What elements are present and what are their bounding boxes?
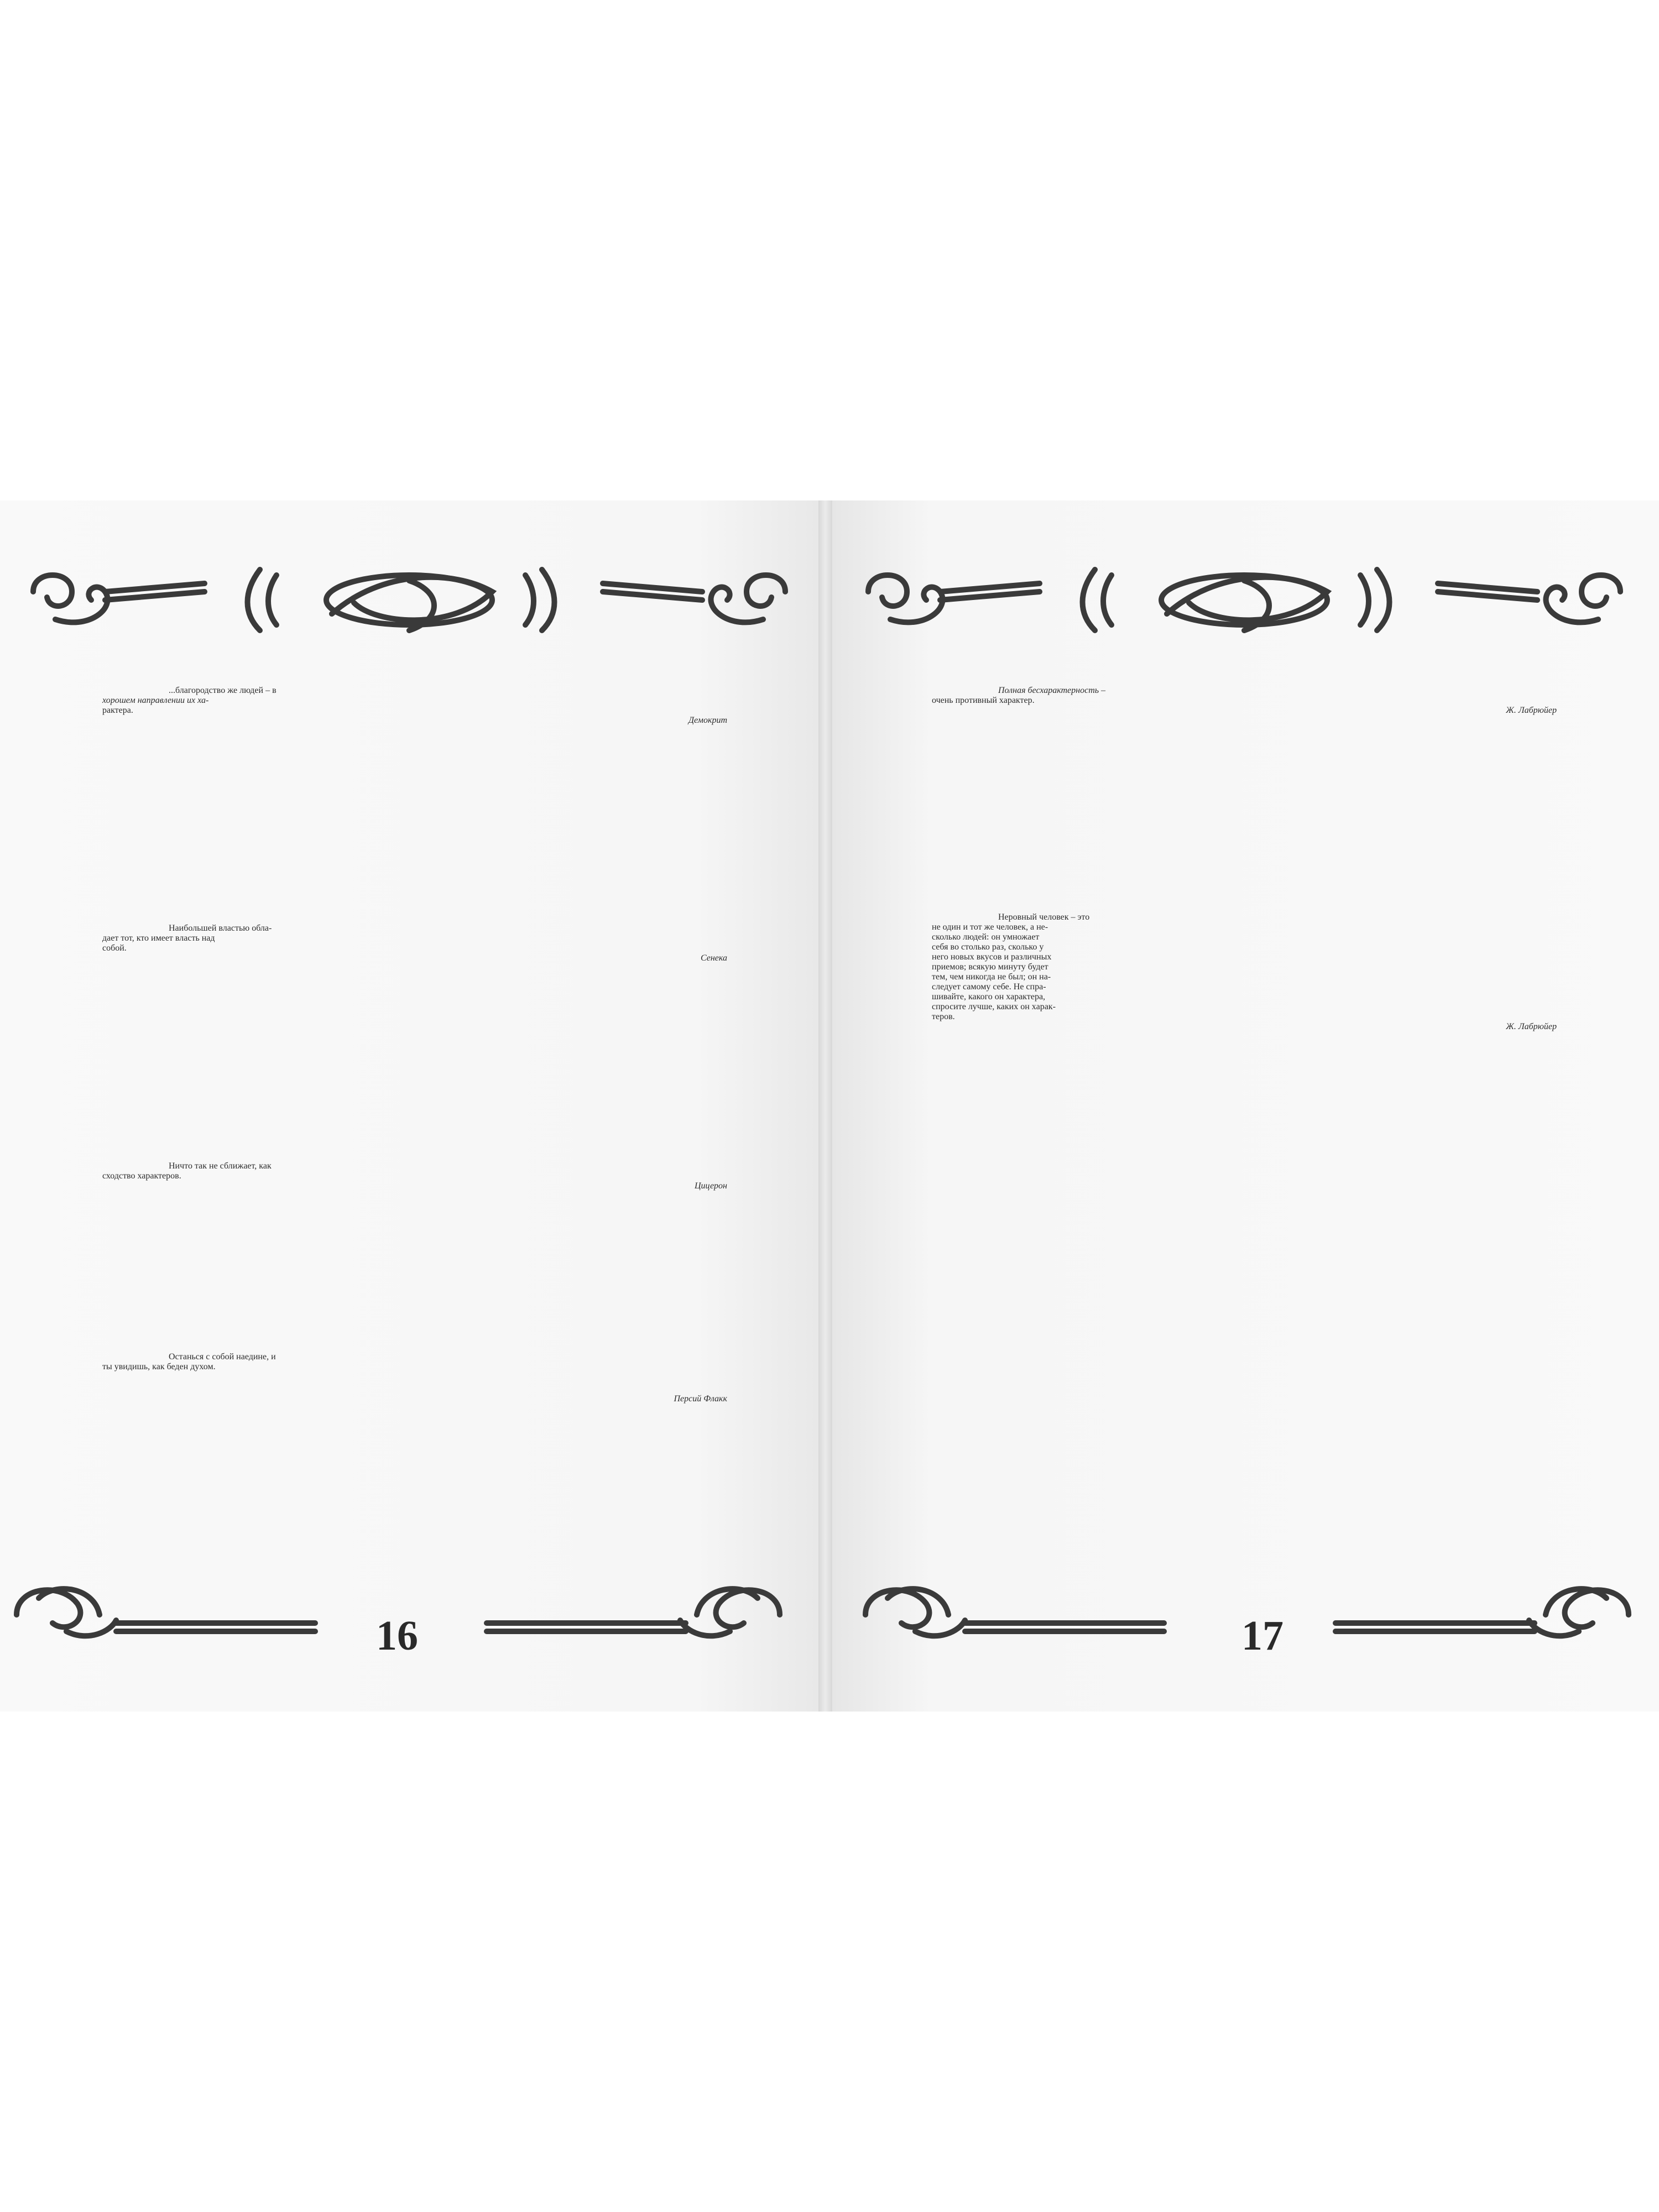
quote-line: приемов; всякую минуту будет — [932, 962, 1048, 972]
quote-line: следует самому себе. Не спра- — [932, 982, 1046, 992]
top-ornament-left — [22, 559, 796, 641]
left-page — [0, 500, 818, 1712]
top-ornament-right — [857, 559, 1631, 641]
quote-text — [102, 1161, 727, 1181]
quote-line: сходство характеров. — [102, 1171, 181, 1181]
quote-block — [102, 1352, 727, 1404]
quote-line: Останься с собой наедине, и — [169, 1352, 276, 1361]
quote-block — [102, 924, 727, 963]
quote-line: него новых вкусов и различных — [932, 952, 1052, 962]
quote-author: Персий Флакк — [674, 1394, 727, 1404]
quote-block — [932, 912, 1557, 1032]
right-page — [832, 500, 1659, 1712]
quote-line: шивайте, какого он характера, — [932, 992, 1046, 1001]
quote-line: дает тот, кто имеет власть над — [102, 933, 215, 943]
quote-line: не один и тот же человек, а не- — [932, 922, 1048, 932]
page-number: 16 — [376, 1613, 418, 1659]
quote-line: Наибольшей властью обла- — [169, 924, 272, 933]
quote-block — [932, 686, 1557, 716]
book-spread — [0, 500, 1659, 1712]
quote-line: себя во столько раз, сколько у — [932, 942, 1044, 952]
quote-text — [932, 686, 1557, 706]
quote-block — [102, 1161, 727, 1191]
quote-author: Цицерон — [695, 1181, 727, 1191]
quote-line: Ничто так не сближает, как — [169, 1161, 272, 1171]
quote-text — [102, 924, 727, 953]
quote-text — [102, 1352, 727, 1372]
quote-block — [102, 686, 727, 726]
quote-line: рактера. — [102, 706, 133, 715]
page-number: 17 — [1241, 1613, 1284, 1659]
quote-line: спросите лучше, каких он харак- — [932, 1002, 1056, 1011]
quote-line: очень противный характер. — [932, 696, 1035, 705]
quote-line: теров. — [932, 1012, 955, 1021]
quote-line: ты увидишь, как беден духом. — [102, 1362, 216, 1371]
quote-line: собой. — [102, 943, 127, 953]
quote-author: Ж. Лабрюйер — [1506, 1022, 1557, 1031]
quote-line: Полная бесхарактерность – — [998, 686, 1106, 695]
quote-author: Сенека — [700, 953, 727, 963]
quote-text — [932, 912, 1557, 1022]
book-gutter — [818, 500, 832, 1712]
quote-author: Демокрит — [688, 716, 727, 725]
quote-line: ...благородство же людей – в — [169, 686, 276, 695]
quote-line: сколько людей: он умножает — [932, 932, 1040, 942]
quote-author: Ж. Лабрюйер — [1506, 706, 1557, 715]
quote-line: Неровный человек – это — [998, 912, 1090, 922]
quote-line: тем, чем никогда не был; он на- — [932, 972, 1051, 982]
quote-line: хорошем направлении их ха- — [102, 696, 209, 705]
quote-text — [102, 686, 727, 716]
